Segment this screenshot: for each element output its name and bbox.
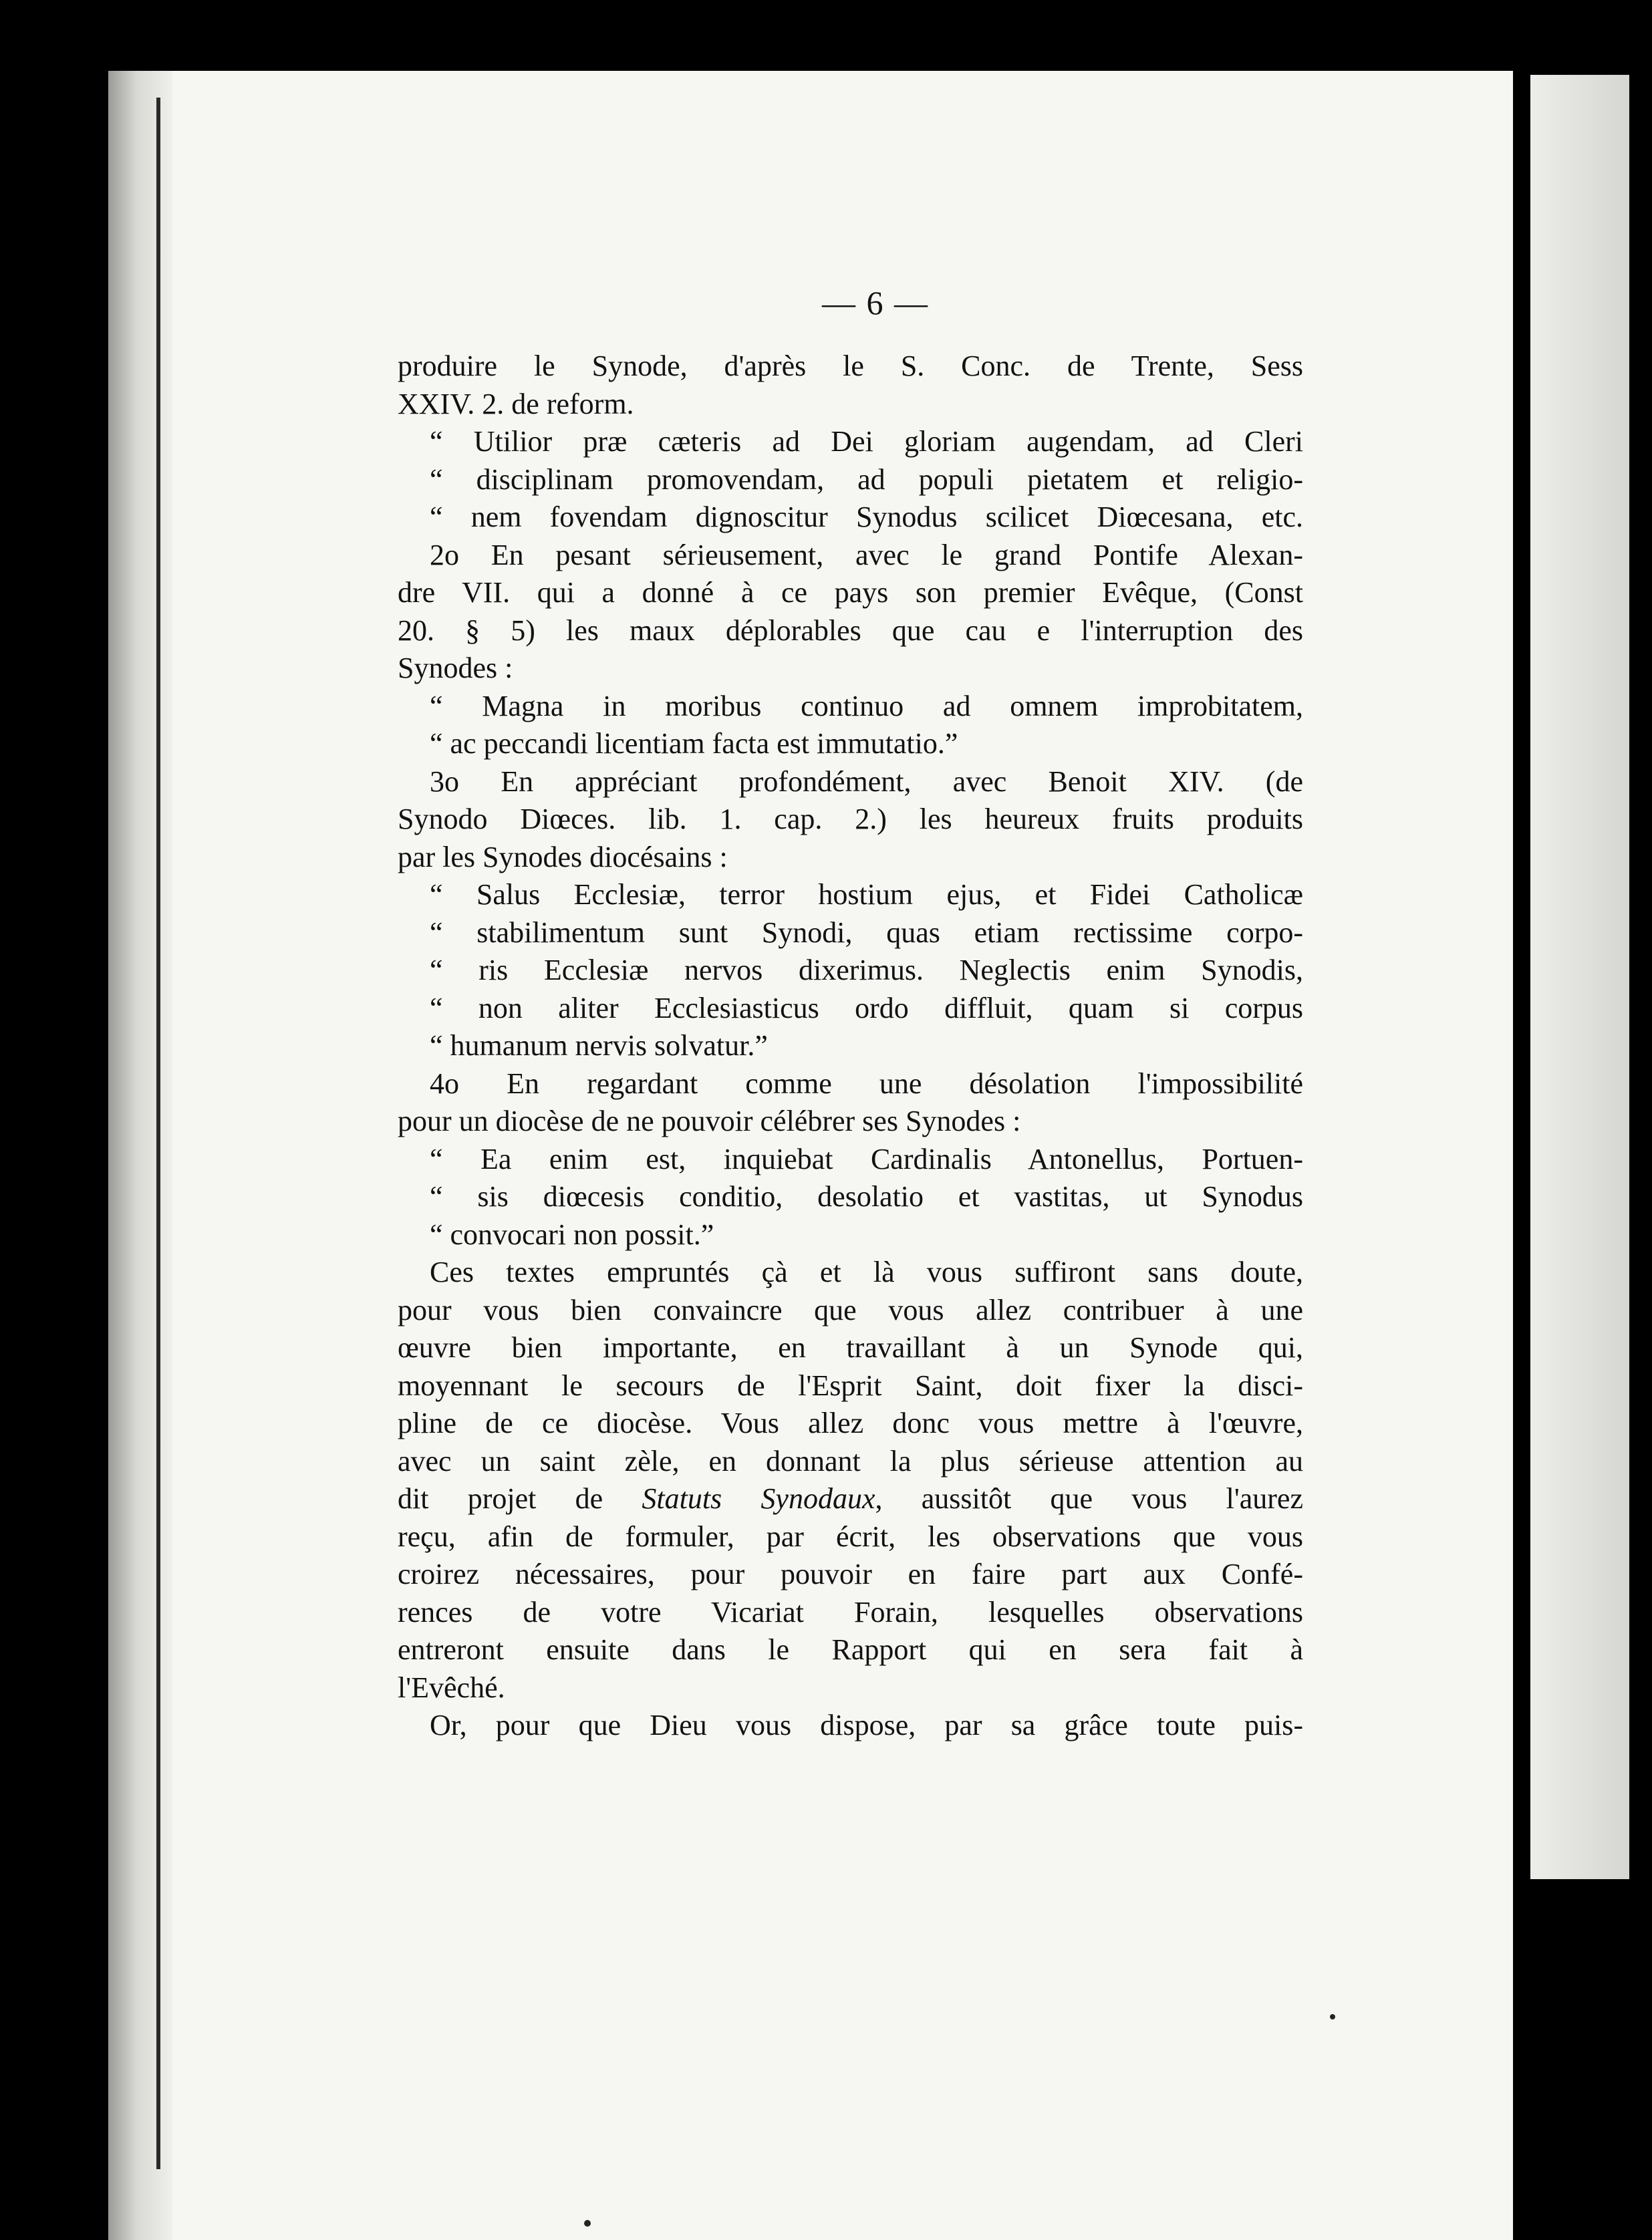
text-line: Synodo Diœces. lib. 1. cap. 2.) les heureux fruits produits [398, 803, 1303, 835]
text-line: reçu, afin de formuler, par écrit, les observations que vous [398, 1520, 1303, 1553]
text-line: “ non aliter Ecclesiasticus ordo diffluit, quam si corpus [430, 991, 1303, 1024]
body-text [398, 347, 1303, 1745]
text-line: pour vous bien convaincre que vous allez contribuer à une [398, 1293, 1303, 1326]
text-line: croirez nécessaires, pour pouvoir en faire part aux Confé- [398, 1558, 1303, 1590]
text-line: “ Ea enim est, inquiebat Cardinalis Antonellus, Portuen- [430, 1142, 1303, 1175]
text-line: moyennant le secours de l'Esprit Saint, doit fixer la disci- [398, 1369, 1303, 1402]
text-line: dre VII. qui a donné à ce pays son premier Evêque, (Const [398, 576, 1303, 609]
text-line: entreront ensuite dans le Rapport qui en sera fait à [398, 1633, 1303, 1666]
text-line: “ Magna in moribus continuo ad omnem improbitatem, [430, 689, 1303, 722]
text-line: œuvre bien importante, en travaillant à un Synode qui, [398, 1331, 1303, 1364]
text-line: pour un diocèse de ne pouvoir célébrer ses Synodes : [398, 1105, 1021, 1137]
text-line: avec un saint zèle, en donnant la plus sérieuse attention au [398, 1444, 1303, 1478]
ink-speck [1330, 2014, 1335, 2019]
text-line: l'Evêché. [398, 1671, 505, 1704]
text-line: XXIV. 2. de reform. [398, 387, 634, 420]
text-line: 4o En regardant comme une désolation l'impossibilité [430, 1067, 1303, 1100]
text-line: pline de ce diocèse. Vous allez donc vous mettre à l'œuvre, [398, 1407, 1303, 1439]
text-line: “ sis diœcesis conditio, desolatio et vastitas, ut Synodus [430, 1180, 1303, 1213]
text-line: 3o En appréciant profondément, avec Benoit XIV. (de [430, 764, 1303, 798]
text-line: “ Salus Ecclesiæ, terror hostium ejus, et Fidei Catholicæ [430, 878, 1303, 911]
text-line: “ ac peccandi licentiam facta est immutatio.” [430, 727, 958, 760]
facing-page-edge [1530, 75, 1629, 1879]
page-number: — 6 — [822, 284, 929, 321]
text-line: dit projet de Statuts Synodaux, aussitôt que vous l'aurez [398, 1482, 1303, 1515]
text-line: produire le Synode, d'après le S. Conc. de Trente, Sess [398, 349, 1303, 382]
text-line: Ces textes empruntés çà et là vous suffiront sans doute, [430, 1256, 1303, 1288]
text-line: par les Synodes diocésains : [398, 840, 728, 873]
italic-title: Statuts Synodaux [642, 1482, 875, 1515]
text-line: 2o En pesant sérieusement, avec le grand Pontife Alexan- [430, 538, 1303, 571]
text-line: “ disciplinam promovendam, ad populi pietatem et religio- [430, 462, 1303, 496]
text-line: “ Utilior præ cæteris ad Dei gloriam augendam, ad Cleri [430, 425, 1303, 458]
book-spine-shadow [108, 71, 172, 2240]
text-line: Or, pour que Dieu vous dispose, par sa grâce toute puis- [430, 1709, 1303, 1741]
text-line: 20. § 5) les maux déplorables que cau e l'interruption des [398, 613, 1303, 647]
text-line: “ humanum nervis solvatur.” [430, 1029, 768, 1062]
gutter-line [156, 98, 160, 2169]
text-line: Synodes : [398, 652, 513, 684]
ink-speck [584, 2220, 591, 2227]
text-line: “ nem fovendam dignoscitur Synodus scilicet Diœcesana, etc. [430, 501, 1303, 533]
text-line: rences de votre Vicariat Forain, lesquelles observations [398, 1595, 1303, 1629]
text-line: “ convocari non possit.” [430, 1218, 714, 1251]
text-line: “ ris Ecclesiæ nervos dixerimus. Neglectis enim Synodis, [430, 954, 1303, 986]
text-line: “ stabilimentum sunt Synodi, quas etiam rectissime corpo- [430, 916, 1303, 949]
